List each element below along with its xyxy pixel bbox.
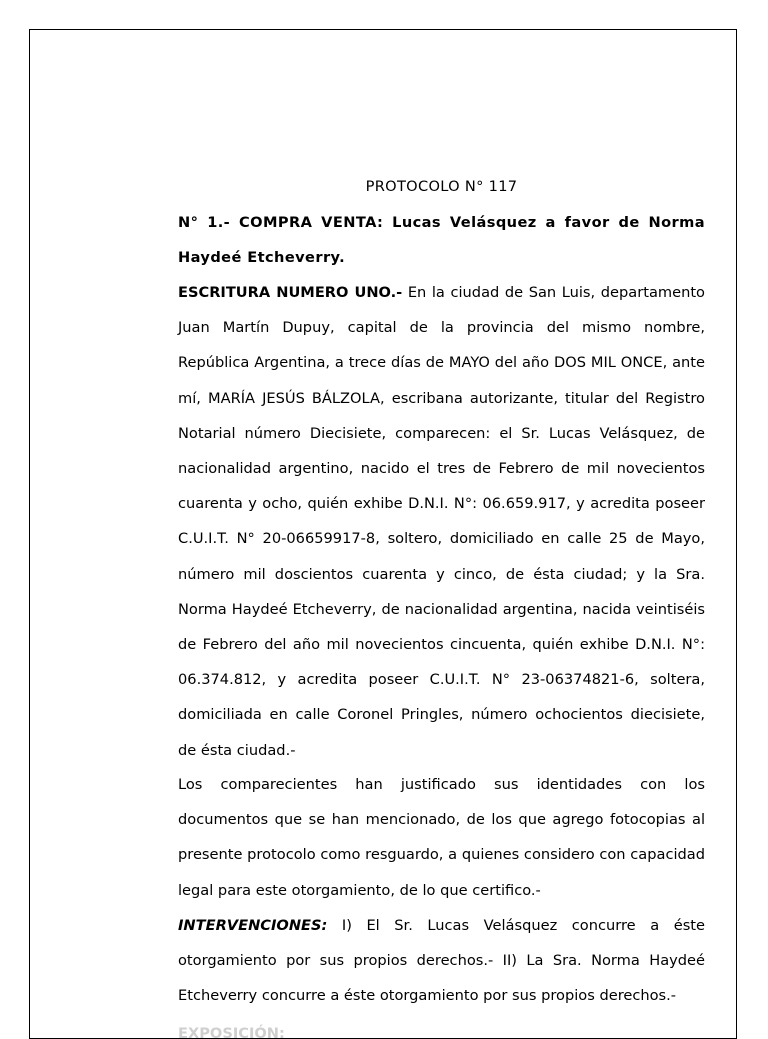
deed-heading: N° 1.- COMPRA VENTA: Lucas Velásquez a favor de Norma Haydeé Etcheverry. <box>178 214 705 267</box>
protocol-title: PROTOCOLO N° 117 <box>365 178 518 195</box>
intervenciones-text: I) El Sr. Lucas Velásquez concurre a éste otorgamiento por sus propios derechos.- II) La Sra. Norma Haydeé Etcheverry concurre a éste otorgamiento por sus propios derechos.- <box>178 917 705 1005</box>
escritura-label: ESCRITURA NUMERO UNO.- <box>178 284 403 301</box>
comparecientes-paragraph: Los comparecientes han justificado sus identidades con los documentos que se han mencionado, de los que agrego fotocopias al presente protocolo como resguardo, a quienes considero con capacidad legal para este otorgamiento, de lo que certifico.- <box>178 776 705 899</box>
intervenciones-paragraph <box>178 908 705 1014</box>
escritura-paragraph <box>178 275 705 768</box>
escritura-text: En la ciudad de San Luis, departamento Juan Martín Dupuy, capital de la provincia del mismo nombre, República Argentina, a trece días de MAYO del año DOS MIL ONCE, ante mí, MARÍA JESÚS BÁLZOLA, escribana autorizante, titular del Registro Notarial número Diecisiete, comparecen: el Sr. Lucas Velásquez, de nacionalidad argentino, nacido el tres de Febrero de mil novecientos cuarenta y ocho, quién exhibe D.N.I. N°: 06.659.917, y acredita poseer C.U.I.T. N° 20-06659917-8, soltero, domiciliado en calle 25 de Mayo, número mil doscientos cuarenta y cinco, de ésta ciudad; y la Sra. Norma Haydeé Etcheverry, de nacionalidad argentina, nacida veintiséis de Febrero del año mil novecientos cincuenta, quién exhibe D.N.I. N°: 06.374.812, y acredita poseer C.U.I.T. N° 23-06374821-6, soltera, domiciliada en calle Coronel Pringles, número ochocientos diecisiete, de ésta ciudad.- <box>178 284 705 759</box>
document-page <box>29 29 737 1039</box>
cut-off-line: EXPOSICIÓN: <box>178 1025 285 1038</box>
intervenciones-label: INTERVENCIONES: <box>178 917 328 934</box>
